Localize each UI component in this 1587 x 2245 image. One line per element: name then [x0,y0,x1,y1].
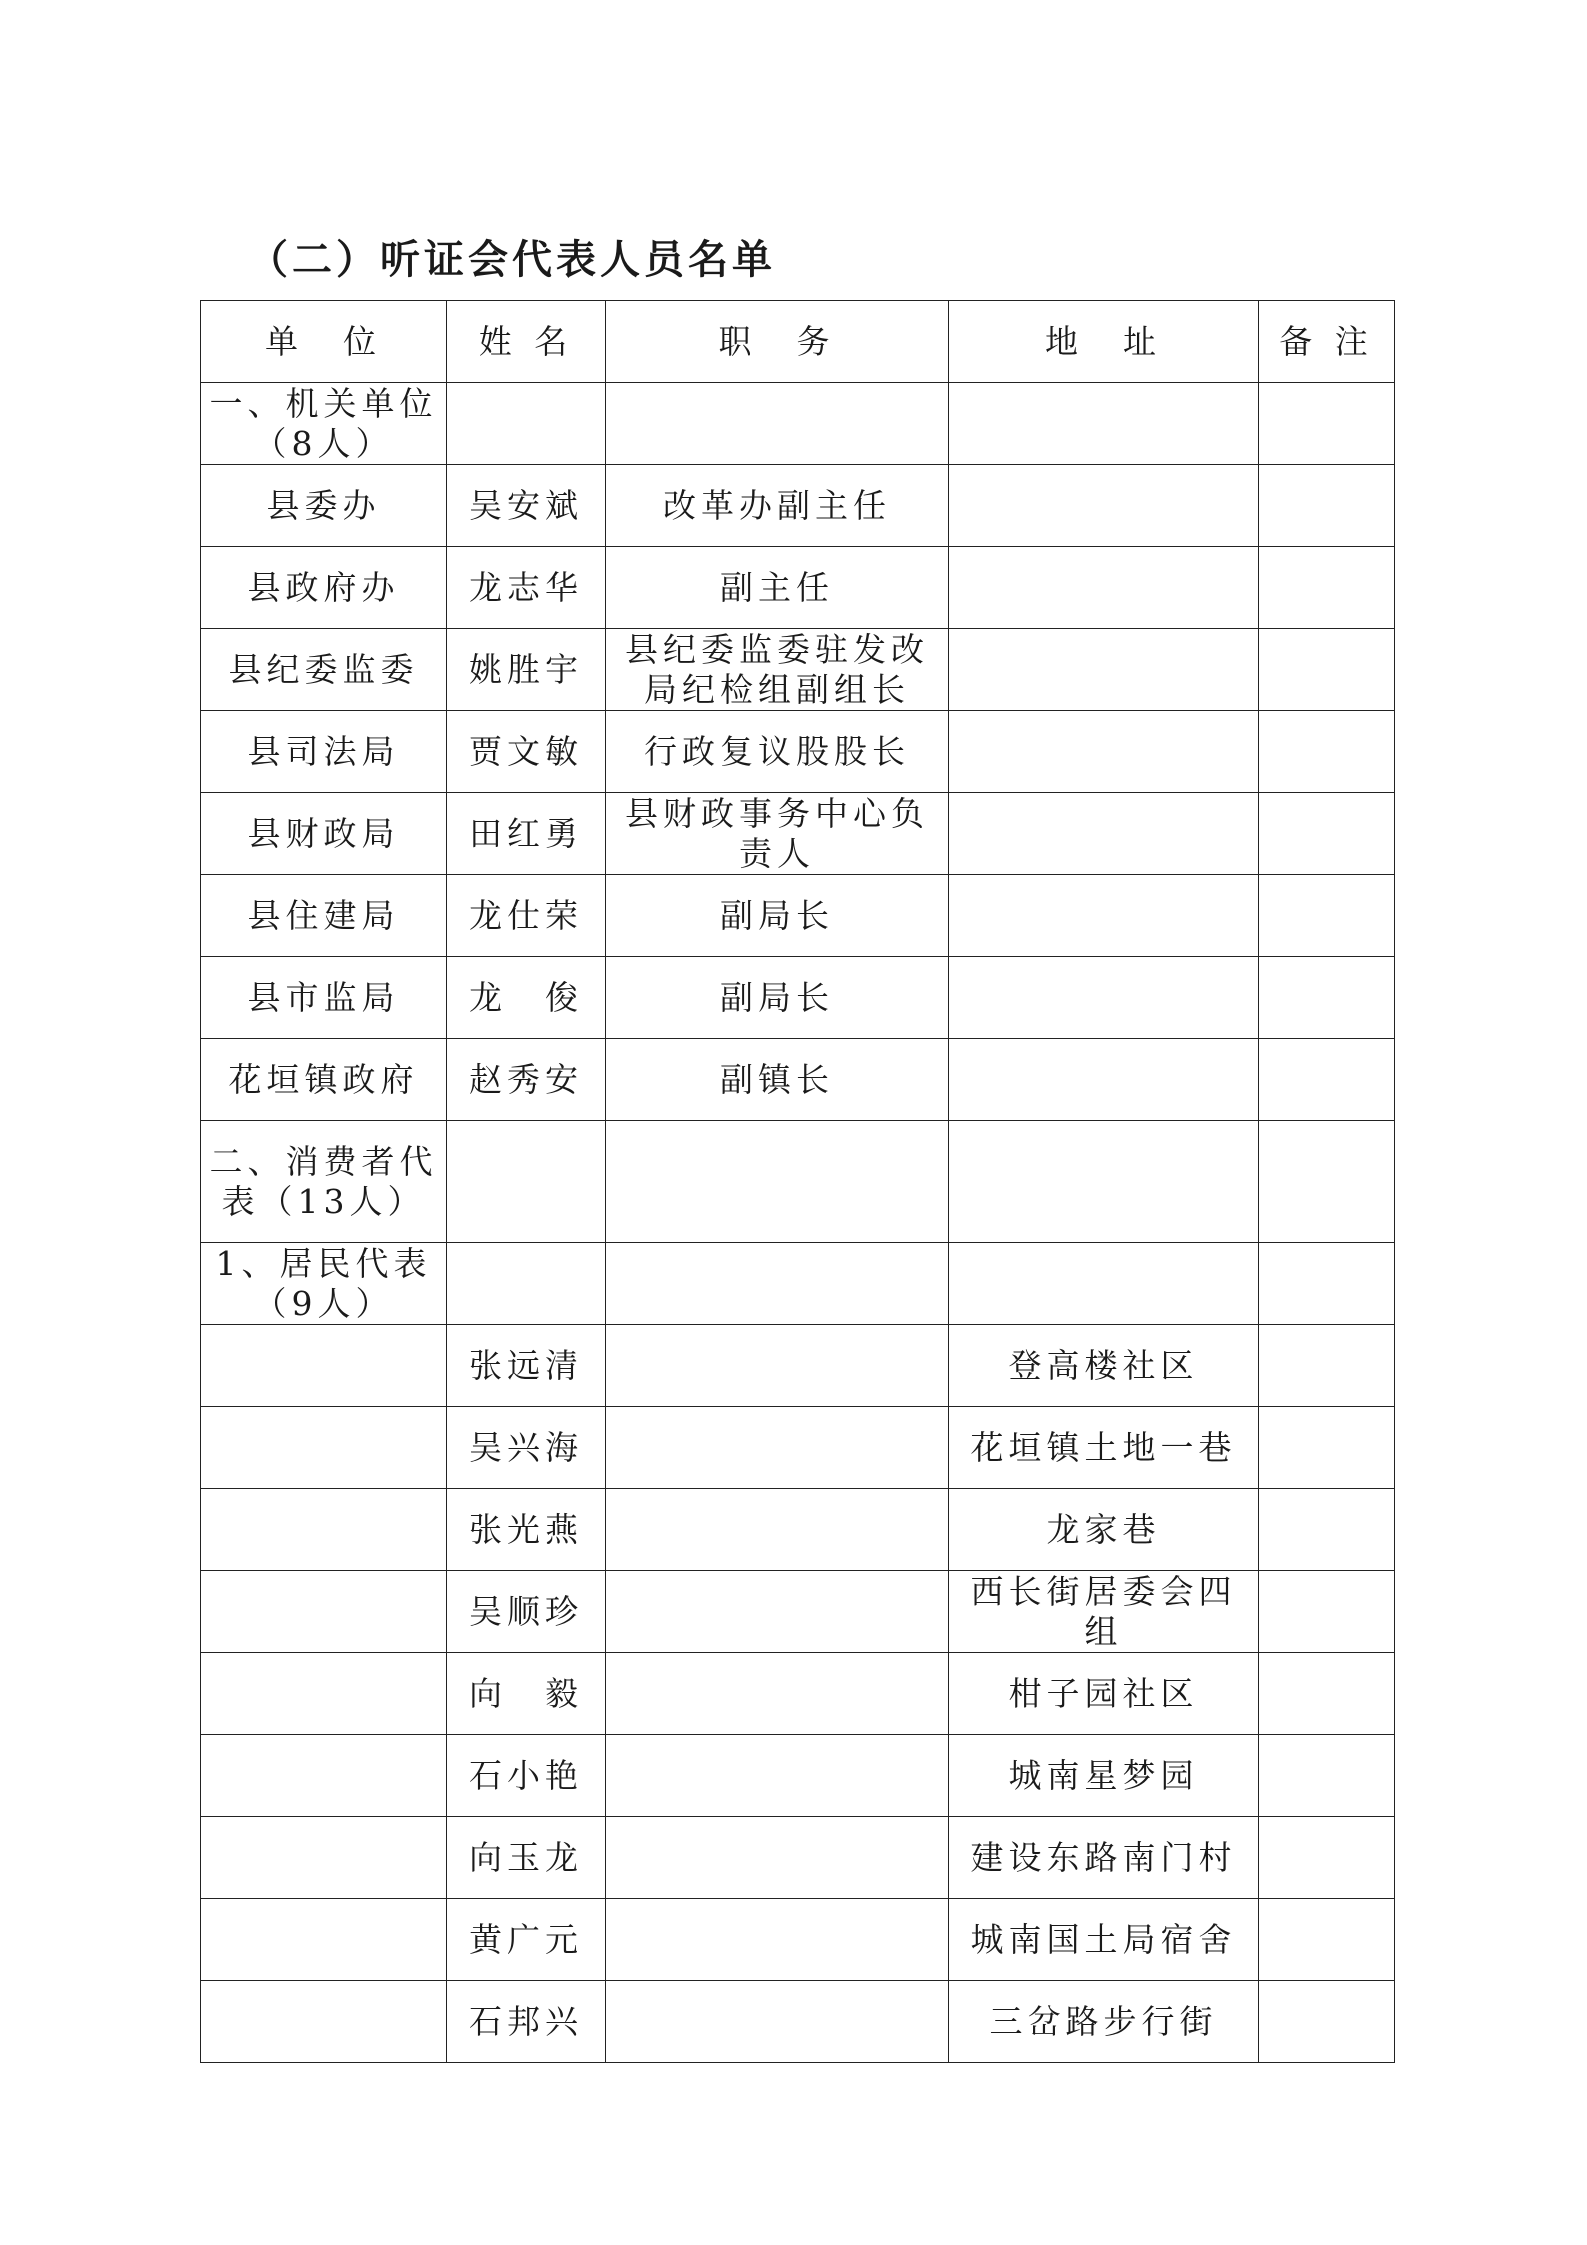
address-cell: 三岔路步行街 [949,1981,1259,2063]
remark-cell [1259,1899,1395,1981]
position-cell: 行政复议股股长 [606,711,949,793]
table-cell [1259,1243,1395,1325]
position-cell: 副主任 [606,547,949,629]
table-cell [949,1243,1259,1325]
address-cell [949,711,1259,793]
table-row [201,957,1395,1039]
header-row [201,301,1395,383]
unit-cell: 县纪委监委 [201,629,447,711]
unit-cell [201,1571,447,1653]
header-address: 地 址 [949,301,1259,383]
unit-cell: 县财政局 [201,793,447,875]
remark-cell [1259,1325,1395,1407]
name-cell: 向玉龙 [447,1817,606,1899]
name-cell: 张远清 [447,1325,606,1407]
name-cell: 姚胜宇 [447,629,606,711]
remark-cell [1259,1817,1395,1899]
table-row [201,1407,1395,1489]
remark-cell [1259,711,1395,793]
table-row [201,1325,1395,1407]
table-row [201,1571,1395,1653]
unit-cell [201,1899,447,1981]
unit-cell [201,1489,447,1571]
unit-cell: 县司法局 [201,711,447,793]
remark-cell [1259,1653,1395,1735]
remark-cell [1259,1981,1395,2063]
address-cell: 柑子园社区 [949,1653,1259,1735]
table-row [201,465,1395,547]
unit-cell [201,1653,447,1735]
table-cell [447,1243,606,1325]
address-cell: 龙家巷 [949,1489,1259,1571]
table-row [201,1489,1395,1571]
unit-cell: 县委办 [201,465,447,547]
table-row [201,1899,1395,1981]
address-cell [949,875,1259,957]
table-cell [606,1243,949,1325]
address-cell: 登高楼社区 [949,1325,1259,1407]
address-cell [949,629,1259,711]
header-name: 姓 名 [447,301,606,383]
remark-cell [1259,547,1395,629]
name-cell: 黄广元 [447,1899,606,1981]
unit-cell: 县政府办 [201,547,447,629]
table-cell [447,1121,606,1243]
table-row [201,793,1395,875]
address-cell: 西长街居委会四组 [949,1571,1259,1653]
remark-cell [1259,957,1395,1039]
remark-cell [1259,875,1395,957]
table-row [201,1735,1395,1817]
address-cell: 城南国土局宿舍 [949,1899,1259,1981]
table-cell [447,383,606,465]
table-cell [1259,1121,1395,1243]
name-cell: 吴顺珍 [447,1571,606,1653]
unit-cell: 花垣镇政府 [201,1039,447,1121]
name-cell: 石邦兴 [447,1981,606,2063]
address-cell [949,957,1259,1039]
name-cell: 田红勇 [447,793,606,875]
table-row [201,711,1395,793]
table-row [201,875,1395,957]
unit-cell [201,1817,447,1899]
position-cell: 副局长 [606,957,949,1039]
address-cell: 城南星梦园 [949,1735,1259,1817]
table-row [201,1039,1395,1121]
header-unit: 单 位 [201,301,447,383]
section-label-residents: 1、居民代表（9人） [201,1243,447,1325]
remark-cell [1259,793,1395,875]
name-cell: 龙仕荣 [447,875,606,957]
representatives-table [200,300,1395,2063]
section-label-consumers: 二、消费者代表（13人） [201,1121,447,1243]
position-cell [606,1407,949,1489]
remark-cell [1259,1489,1395,1571]
table-row [201,1653,1395,1735]
name-cell: 石小艳 [447,1735,606,1817]
name-cell: 龙志华 [447,547,606,629]
position-cell [606,1489,949,1571]
unit-cell [201,1325,447,1407]
address-cell [949,465,1259,547]
position-cell: 县财政事务中心负责人 [606,793,949,875]
unit-cell [201,1981,447,2063]
position-cell [606,1325,949,1407]
table-cell [1259,383,1395,465]
unit-cell: 县市监局 [201,957,447,1039]
remark-cell [1259,1039,1395,1121]
address-cell: 花垣镇土地一巷 [949,1407,1259,1489]
position-cell [606,1981,949,2063]
page-title: （二）听证会代表人员名单 [248,236,776,283]
table-cell [949,1121,1259,1243]
position-cell [606,1735,949,1817]
address-cell [949,793,1259,875]
remark-cell [1259,629,1395,711]
table-row [201,1817,1395,1899]
remark-cell [1259,1571,1395,1653]
section-label-agencies: 一、机关单位（8人） [201,383,447,465]
position-cell: 县纪委监委驻发改局纪检组副组长 [606,629,949,711]
name-cell: 龙 俊 [447,957,606,1039]
name-cell: 贾文敏 [447,711,606,793]
address-cell [949,1039,1259,1121]
header-position: 职 务 [606,301,949,383]
name-cell: 向 毅 [447,1653,606,1735]
position-cell [606,1899,949,1981]
name-cell: 赵秀安 [447,1039,606,1121]
table-row [201,629,1395,711]
remark-cell [1259,465,1395,547]
table-cell [949,383,1259,465]
address-cell: 建设东路南门村 [949,1817,1259,1899]
remark-cell [1259,1735,1395,1817]
unit-cell [201,1407,447,1489]
unit-cell: 县住建局 [201,875,447,957]
unit-cell [201,1735,447,1817]
position-cell: 改革办副主任 [606,465,949,547]
table-cell [606,1121,949,1243]
section-row-residents [201,1243,1395,1325]
table-row [201,1981,1395,2063]
name-cell: 张光燕 [447,1489,606,1571]
header-remark: 备 注 [1259,301,1395,383]
address-cell [949,547,1259,629]
section-row-consumers [201,1121,1395,1243]
name-cell: 吴安斌 [447,465,606,547]
table-row [201,547,1395,629]
position-cell: 副镇长 [606,1039,949,1121]
section-row-agencies [201,383,1395,465]
position-cell [606,1817,949,1899]
remark-cell [1259,1407,1395,1489]
table-cell [606,383,949,465]
position-cell: 副局长 [606,875,949,957]
position-cell [606,1571,949,1653]
name-cell: 吴兴海 [447,1407,606,1489]
position-cell [606,1653,949,1735]
